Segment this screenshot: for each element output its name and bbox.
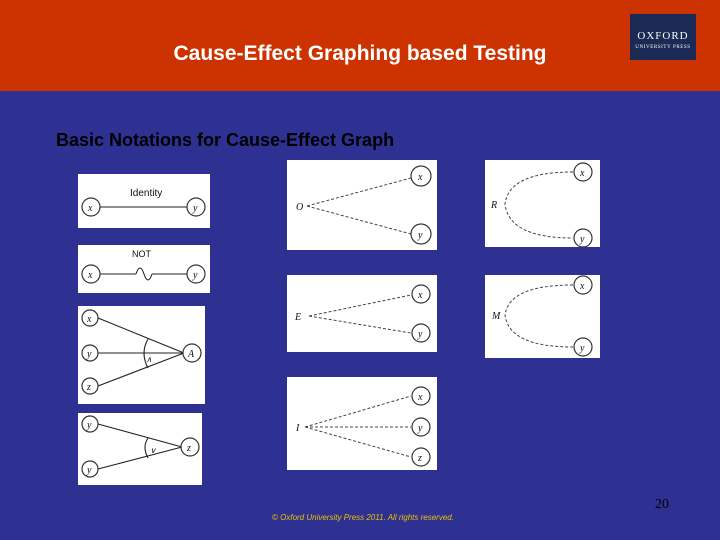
not-node-a: x [88,270,93,281]
and-diagram [78,306,205,404]
o-node-a: x [418,172,423,183]
e-node-a: x [418,290,423,301]
o-node-b: y [418,230,423,241]
e-label: E [295,312,302,323]
and-input-1: x [87,314,92,325]
not-node-b: y [193,270,198,281]
and-output: A [188,349,195,360]
m-node-b: y [580,343,585,354]
identity-diagram [78,174,210,228]
slide-title: Cause-Effect Graphing based Testing [173,42,547,65]
e-constraint-diagram [287,275,437,352]
o-constraint-diagram [287,160,437,250]
e-node-b: y [418,329,423,340]
logo-text: OXFORD [637,30,689,42]
r-constraint-diagram [485,160,600,247]
and-input-3: z [87,382,91,393]
or-output: z [187,443,191,454]
slide-subtitle: Basic Notations for Cause-Effect Graph [56,130,395,150]
r-label: R [491,200,498,211]
or-diagram [78,413,202,485]
page-number: 20 [655,497,669,512]
o-label: O [296,202,304,213]
r-node-a: x [580,168,585,179]
copyright-text: © Oxford University Press 2011. All rights reserved. [272,513,454,522]
i-constraint-diagram [287,377,437,470]
i-node-c: z [418,453,422,464]
or-operator: ∨ [150,446,156,455]
and-input-2: y [87,349,92,360]
m-node-a: x [580,281,585,292]
and-operator: ∧ [146,355,152,364]
logo-subtext: UNIVERSITY PRESS [635,45,691,50]
r-node-b: y [580,234,585,245]
oxford-logo [630,14,696,60]
not-label: NOT [132,249,151,259]
i-node-a: x [418,392,423,403]
or-input-2: y [87,465,92,476]
i-label: I [296,423,300,434]
identity-label: Identity [130,188,163,199]
identity-node-b: y [193,203,198,214]
or-input-1: y [87,420,92,431]
i-node-b: y [418,423,423,434]
not-diagram [78,245,210,293]
m-constraint-diagram [485,275,600,358]
m-label: M [492,311,501,322]
identity-node-a: x [88,203,93,214]
